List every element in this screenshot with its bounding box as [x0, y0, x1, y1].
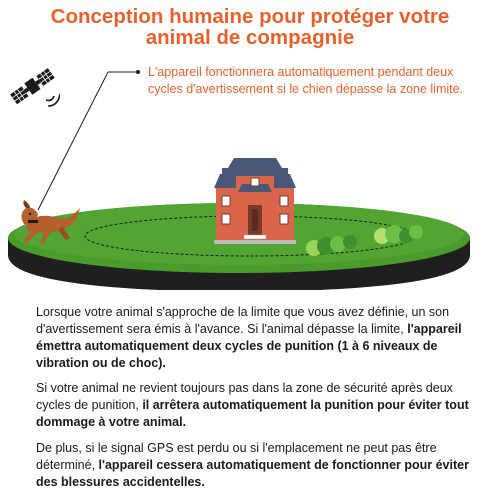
callout-text: L'appareil fonctionnera automatiquement pendant deux cycles d'avertissement si le chien dépasse la zone limite.: [148, 65, 464, 96]
paragraph-3-text: De plus, si le signal GPS est perdu ou si l'emplacement ne peut pas être déterminé,: [36, 441, 437, 472]
paragraph-1: [36, 304, 486, 372]
page-title: [0, 6, 500, 48]
paragraph-3: [36, 440, 486, 491]
house-illustration: [214, 158, 296, 244]
paragraph-3-bold: l'appareil cessera automatiquement de fonctionner pour éviter des blessures accidentelles.: [36, 458, 469, 489]
paragraph-1-bold: l'appareil émettra automatiquement deux cycles de punition (1 à 6 niveaux de vibration ou de choc).: [36, 322, 462, 370]
paragraph-2: [36, 380, 486, 431]
title-line-2: animal de compagnie: [145, 26, 355, 49]
paragraph-2-text: Si votre animal ne revient toujours pas dans la zone de sécurité après deux cycles de punition,: [36, 381, 453, 412]
satellite-icon: [6, 62, 60, 112]
title-line-1: Conception humaine pour protéger votre: [50, 5, 450, 28]
paragraph-1-text: Lorsque votre animal s'approche de la limite que vous avez définie, un son d'avertissement sera émis à l'avance. Si l'animal dépasse la limite,: [36, 305, 450, 336]
scene-illustration: [0, 150, 500, 290]
paragraph-2-bold: il arrêtera automatiquement la punition pour éviter tout dommage à votre animal.: [36, 398, 469, 429]
